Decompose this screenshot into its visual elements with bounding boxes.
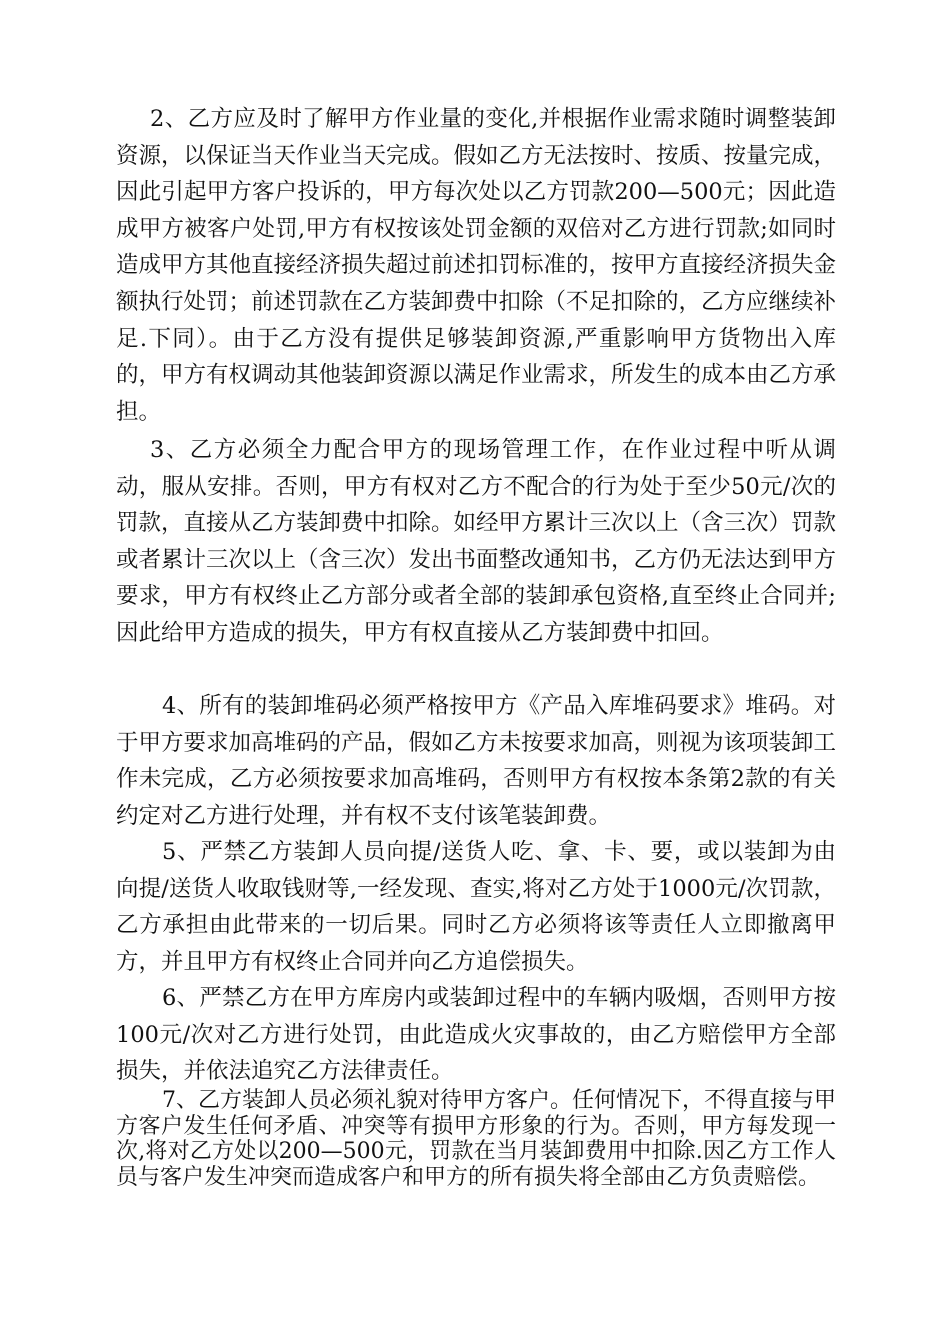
clause-7-paragraph: 7、乙方装卸人员必须礼貌对待甲方客户。任何情况下，不得直接与甲方客户发生任何矛盾、冲突等有损甲方形象的行为。否则，甲方每发现一次,将对乙方处以200—500元，罚款在当月装卸费用中扣除.因乙方工作人员与客户发生冲突而造成客户和甲方的所有损失将全部由乙方负责赔偿。 xyxy=(116,1088,836,1190)
clause-3-paragraph: 3、乙方必须全力配合甲方的现场管理工作，在作业过程中听从调动，服从安排。否则，甲方有权对乙方不配合的行为处于至少50元/次的罚款，直接从乙方装卸费中扣除。如经甲方累计三次以上（含三次）罚款或者累计三次以上（含三次）发出书面整改通知书，乙方仍无法达到甲方要求，甲方有权终止乙方部分或者全部的装卸承包资格,直至终止合同并;因此给甲方造成的损失，甲方有权直接从乙方装卸费中扣回。 xyxy=(116,437,837,646)
clause-4-paragraph: 4、所有的装卸堆码必须严格按甲方《产品入库堆码要求》堆码。对于甲方要求加高堆码的产品，假如乙方未按要求加高，则视为该项装卸工作未完成，乙方必须按要求加高堆码，否则甲方有权按本条第2款的有关约定对乙方进行处理，并有权不支付该笔装卸费。 xyxy=(116,693,837,829)
clause-6-paragraph: 6、严禁乙方在甲方库房内或装卸过程中的车辆内吸烟，否则甲方按100元/次对乙方进行处罚，由此造成火灾事故的，由乙方赔偿甲方全部损失，并依法追究乙方法律责任。 xyxy=(116,985,836,1085)
clause-5-paragraph: 5、严禁乙方装卸人员向提/送货人吃、拿、卡、要，或以装卸为由向提/送货人收取钱财等,一经发现、查实,将对乙方处于1000元/次罚款，乙方承担由此带来的一切后果。同时乙方必须将该等责任人立即撤离甲方，并且甲方有权终止合同并向乙方追偿损失。 xyxy=(116,839,836,975)
clause-2-paragraph: 2、乙方应及时了解甲方作业量的变化,并根据作业需求随时调整装卸资源，以保证当天作业当天完成。假如乙方无法按时、按质、按量完成，因此引起甲方客户投诉的，甲方每次处以乙方罚款200—500元；因此造成甲方被客户处罚,甲方有权按该处罚金额的双倍对乙方进行罚款;如同时造成甲方其他直接经济损失超过前述扣罚标准的，按甲方直接经济损失金额执行处罚；前述罚款在乙方装卸费中扣除（不足扣除的，乙方应继续补足.下同）。由于乙方没有提供足够装卸资源,严重影响甲方货物出入库的，甲方有权调动其他装卸资源以满足作业需求，所发生的成本由乙方承担。 xyxy=(116,106,837,425)
